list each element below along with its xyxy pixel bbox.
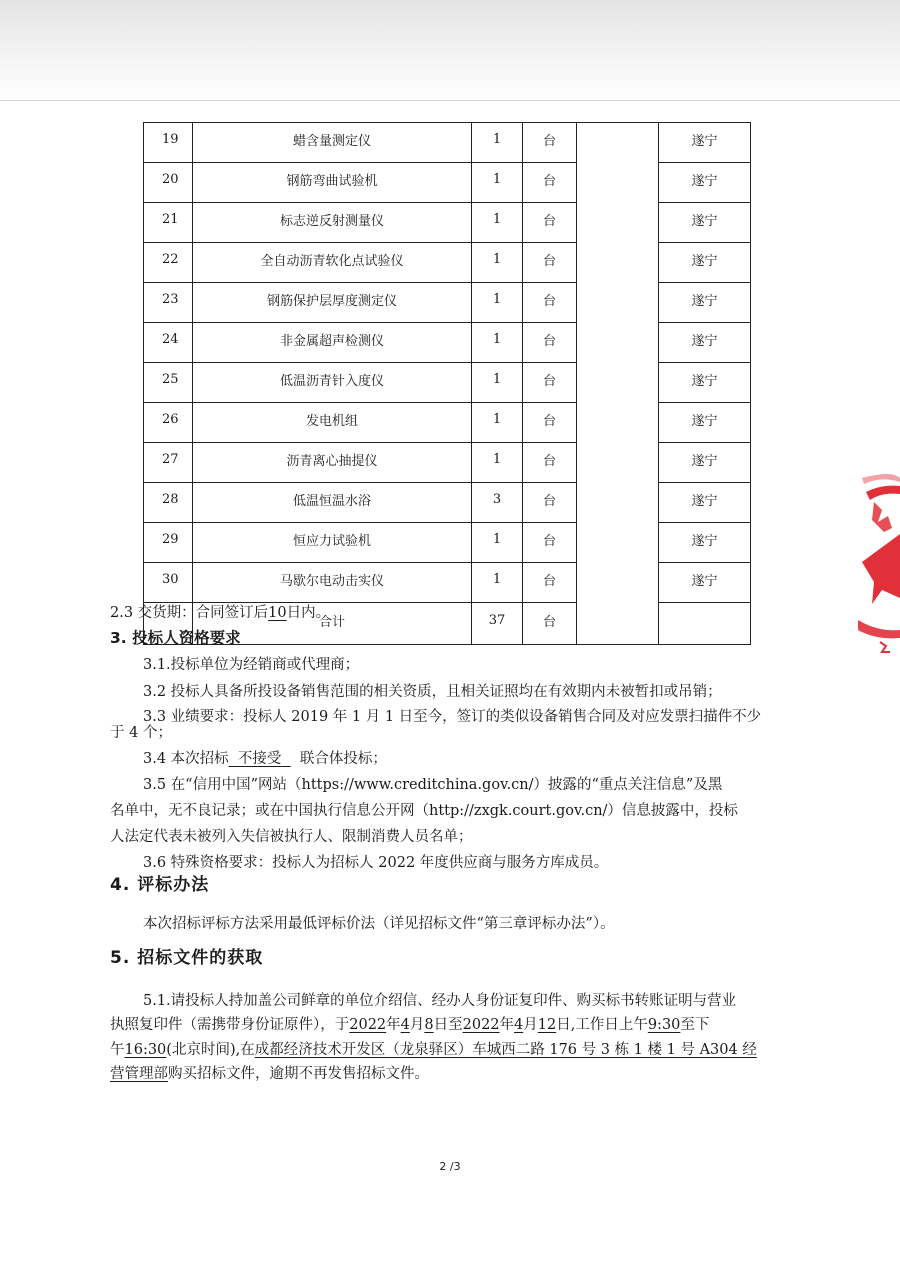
item-3-4-suffix: 联合体投标； [299, 751, 387, 767]
equipment-unit: 台 [523, 443, 577, 483]
section-3-heading: 3. 投标人资格要求 [110, 629, 241, 647]
total-label: 合计 [193, 603, 472, 645]
s5-l4-suffix: 购买招标文件，逾期不再发售招标文件。 [168, 1066, 429, 1082]
delivery-location: 遂宁 [659, 363, 751, 403]
section-5-line-3 [110, 1040, 757, 1060]
equipment-quantity: 1 [472, 443, 523, 483]
item-3-3-line-2: 于 4 个； [110, 725, 172, 741]
scan-edge-line [0, 100, 900, 101]
delivery-days: 10 [268, 605, 287, 621]
seal-star-fragment [862, 534, 900, 604]
end-month: 4 [514, 1017, 524, 1033]
item-3-5-line-2: 名单中，无不良记录；或在中国执行信息公开网（http://zxgk.court.gov.cn/）信息披露中，投标 [110, 803, 738, 819]
equipment-unit: 台 [523, 563, 577, 603]
equipment-name: 低温恒温水浴 [193, 483, 472, 523]
table-row [144, 403, 751, 443]
delivery-location: 遂宁 [659, 443, 751, 483]
item-3-3-line-1: 3.3 业绩要求：投标人 2019 年 1 月 1 日至今，签订的类似设备销售合同及对应发票扫描件不少 [143, 709, 762, 725]
item-3-5-line-1: 3.5 在“信用中国”网站（https://www.creditchina.gov.cn/）披露的“重点关注信息”及黑 [143, 777, 723, 793]
item-3-1: 3.1.投标单位为经销商或代理商； [143, 657, 360, 673]
equipment-name: 发电机组 [193, 403, 472, 443]
section-5-line-4 [110, 1064, 429, 1084]
end-month-word: 月 [523, 1017, 538, 1033]
table-row [144, 123, 751, 163]
seal-digit-fragment [880, 642, 890, 652]
address-line-1: 成都经济技术开发区（龙泉驿区）车城西二路 176 号 3 栋 1 楼 1 号 A304 经 [254, 1042, 757, 1058]
equipment-unit: 台 [523, 483, 577, 523]
delivery-line [110, 603, 330, 623]
equipment-quantity: 1 [472, 323, 523, 363]
item-3-4-prefix: 3.4 本次招标 [143, 751, 229, 767]
am-time: 9:30 [647, 1017, 681, 1033]
equipment-unit: 台 [523, 283, 577, 323]
table-row [144, 163, 751, 203]
row-number: 27 [144, 443, 193, 483]
delivery-location: 遂宁 [659, 563, 751, 603]
equipment-quantity: 1 [472, 363, 523, 403]
equipment-unit: 台 [523, 323, 577, 363]
equipment-table [143, 122, 751, 645]
item-3-6: 3.6 特殊资格要求：投标人为招标人 2022 年度供应商与服务方库成员。 [143, 855, 609, 871]
table-row [144, 483, 751, 523]
delivery-prefix: 2.3 交货期：合同签订后 [110, 605, 269, 621]
item-3-5-line-3: 人法定代表未被列入失信被执行人、限制消费人员名单； [110, 829, 473, 845]
delivery-location: 遂宁 [659, 283, 751, 323]
equipment-quantity: 1 [472, 283, 523, 323]
table-row [144, 363, 751, 403]
equipment-quantity: 1 [472, 163, 523, 203]
consortium-value-text: 不接受 [237, 751, 282, 767]
delivery-location: 遂宁 [659, 163, 751, 203]
seal-char-fragment [872, 502, 892, 532]
delivery-location: 遂宁 [659, 523, 751, 563]
pm-time: 16:30 [124, 1042, 167, 1058]
seal-ring-top [866, 486, 900, 500]
table-row [144, 523, 751, 563]
equipment-quantity: 1 [472, 523, 523, 563]
item-3-4 [143, 749, 387, 769]
s5-l2-prefix: 执照复印件（需携带身份证原件），于 [110, 1017, 350, 1033]
start-day: 8 [424, 1017, 434, 1033]
address-line-2: 营管理部 [110, 1066, 168, 1082]
scan-top-shadow [0, 0, 900, 104]
table-row [144, 563, 751, 603]
equipment-quantity: 1 [472, 123, 523, 163]
equipment-name: 蜡含量测定仪 [193, 123, 472, 163]
equipment-name: 非金属超声检测仪 [193, 323, 472, 363]
end-year: 2022 [462, 1017, 500, 1033]
start-month: 4 [400, 1017, 410, 1033]
consortium-value [229, 751, 291, 767]
equipment-name: 全自动沥青软化点试验仪 [193, 243, 472, 283]
total-quantity: 37 [472, 603, 523, 645]
s5-l3-mid: (北京时间),在 [166, 1042, 255, 1058]
table-row [144, 443, 751, 483]
item-3-2: 3.2 投标人具备所投设备销售范围的相关资质，且相关证照均在有效期内未被暂扣或吊销； [143, 684, 722, 700]
day-after: 日,工作日上午 [556, 1017, 648, 1033]
table-row [144, 203, 751, 243]
to-pm: 至下 [680, 1017, 710, 1033]
equipment-quantity: 1 [472, 403, 523, 443]
delivery-location: 遂宁 [659, 323, 751, 363]
partial-red-seal-stamp [852, 470, 900, 660]
start-month-word: 月 [409, 1017, 425, 1033]
seal-faint-edge [862, 474, 900, 484]
equipment-unit: 台 [523, 403, 577, 443]
equipment-name: 钢筋保护层厚度测定仪 [193, 283, 472, 323]
equipment-name: 马歇尔电动击实仪 [193, 563, 472, 603]
equipment-unit: 台 [523, 523, 577, 563]
row-number: 21 [144, 203, 193, 243]
blank-merged-column [577, 123, 659, 645]
equipment-quantity: 3 [472, 483, 523, 523]
section-4-text: 本次招标评标方法采用最低评标价法（详见招标文件“第三章评标办法”）。 [143, 916, 615, 932]
row-number: 22 [144, 243, 193, 283]
delivery-location: 遂宁 [659, 123, 751, 163]
delivery-location: 遂宁 [659, 203, 751, 243]
equipment-name: 钢筋弯曲试验机 [193, 163, 472, 203]
row-number: 23 [144, 283, 193, 323]
equipment-quantity: 1 [472, 203, 523, 243]
page-number: 2 /3 [439, 1160, 461, 1173]
equipment-name: 标志逆反射测量仪 [193, 203, 472, 243]
equipment-name: 沥青离心抽提仪 [193, 443, 472, 483]
equipment-name: 恒应力试验机 [193, 523, 472, 563]
total-unit: 台 [523, 603, 577, 645]
s5-l3-prefix: 午 [110, 1042, 125, 1058]
table-row [144, 243, 751, 283]
row-number: 26 [144, 403, 193, 443]
delivery-location: 遂宁 [659, 483, 751, 523]
equipment-unit: 台 [523, 203, 577, 243]
equipment-quantity: 1 [472, 243, 523, 283]
start-year: 2022 [349, 1017, 387, 1033]
table-row [144, 283, 751, 323]
end-day: 12 [537, 1017, 557, 1033]
equipment-name: 低温沥青针入度仪 [193, 363, 472, 403]
row-number: 20 [144, 163, 193, 203]
row-number: 24 [144, 323, 193, 363]
seal-ring-bottom [858, 620, 900, 638]
section-4-heading: 4. 评标办法 [110, 875, 210, 895]
section-5-line-2 [110, 1015, 709, 1035]
row-number: 25 [144, 363, 193, 403]
delivery-location: 遂宁 [659, 243, 751, 283]
end-year-word: 年 [499, 1017, 515, 1033]
section-5-heading: 5. 招标文件的获取 [110, 948, 264, 968]
row-number: 29 [144, 523, 193, 563]
start-year-word: 年 [386, 1017, 401, 1033]
row-number: 30 [144, 563, 193, 603]
row-number: 28 [144, 483, 193, 523]
day-to: 日至 [433, 1017, 463, 1033]
delivery-suffix: 日内。 [286, 605, 331, 621]
equipment-unit: 台 [523, 163, 577, 203]
equipment-unit: 台 [523, 363, 577, 403]
delivery-location: 遂宁 [659, 403, 751, 443]
row-number: 19 [144, 123, 193, 163]
total-location-blank [659, 603, 751, 645]
section-5-line-1: 5.1.请投标人持加盖公司鲜章的单位介绍信、经办人身份证复印件、购买标书转账证明与营业 [143, 993, 737, 1009]
equipment-unit: 台 [523, 243, 577, 283]
equipment-unit: 台 [523, 123, 577, 163]
table-row [144, 323, 751, 363]
equipment-quantity: 1 [472, 563, 523, 603]
